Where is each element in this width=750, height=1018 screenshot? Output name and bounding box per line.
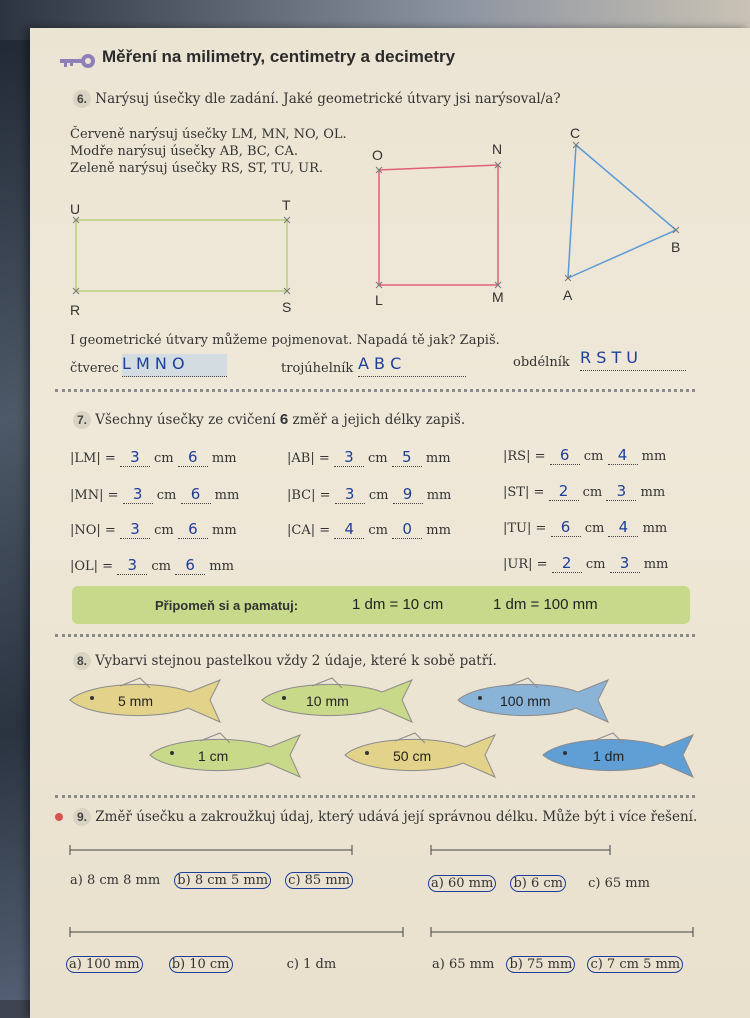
segment-name: |AB| = xyxy=(287,451,330,466)
instruction-blue: Modře narýsuj úsečky AB, BC, CA. xyxy=(70,144,298,159)
option-c[interactable]: c) 65 mm xyxy=(588,876,650,891)
fish-5mm[interactable] xyxy=(70,678,220,722)
fish-label: 1 dm xyxy=(593,748,625,764)
segment-name: |OL| = xyxy=(70,559,114,574)
mm-unit: mm xyxy=(642,521,668,536)
fish-1dm[interactable] xyxy=(543,733,693,777)
remember-label: Připomeň si a pamatuj: xyxy=(155,598,299,613)
ex8-question-text: Vybarvi stejnou pastelkou vždy 2 údaje, které k sobě patří. xyxy=(95,653,497,669)
remember-fact-2: 1 dm = 100 mm xyxy=(493,596,598,613)
segment-name: |BC| = xyxy=(287,488,331,503)
cm-field[interactable]: 2 xyxy=(549,482,579,501)
instruction-red: Červeně narýsuj úsečky LM, MN, NO, OL. xyxy=(70,127,347,142)
point-label-u: U xyxy=(70,201,81,217)
cm-field[interactable]: 3 xyxy=(120,448,150,467)
option-b[interactable]: b) 10 cm xyxy=(169,956,233,973)
measure-row xyxy=(503,482,665,501)
option-b[interactable]: b) 75 mm xyxy=(506,956,575,973)
separator xyxy=(55,389,695,392)
cm-field[interactable]: 6 xyxy=(551,518,581,537)
answer-triangle-label: trojúhelník xyxy=(281,361,354,376)
point-label-o: O xyxy=(372,147,383,163)
cm-field[interactable]: 3 xyxy=(120,520,150,539)
cm-unit: cm xyxy=(154,451,174,466)
option-a[interactable]: a) 65 mm xyxy=(432,957,495,972)
measure-row xyxy=(287,485,451,504)
option-b[interactable]: b) 6 cm xyxy=(510,875,566,892)
mm-field[interactable]: 6 xyxy=(175,556,205,575)
option-group xyxy=(70,873,353,888)
ex6-number: 6. xyxy=(73,90,91,108)
cm-unit: cm xyxy=(368,523,389,538)
option-b[interactable]: b) 8 cm 5 mm xyxy=(174,872,271,889)
segment-name: |LM| = xyxy=(70,451,116,466)
option-group xyxy=(66,957,336,972)
mm-field[interactable]: 3 xyxy=(610,554,640,573)
point-label-r: R xyxy=(70,302,81,318)
page-title: Měření na milimetry, centimetry a decimetry xyxy=(102,47,456,66)
answer-triangle-field[interactable]: A B C xyxy=(358,354,466,377)
mm-unit: mm xyxy=(426,488,452,503)
point-label-c: C xyxy=(570,125,581,141)
cm-unit: cm xyxy=(368,451,388,466)
segment-name: |NO| = xyxy=(70,523,116,538)
segment-name: |ST| = xyxy=(503,485,545,500)
segment-name: |RS| = xyxy=(503,449,546,464)
measure-row xyxy=(503,518,667,537)
naming-prompt: I geometrické útvary můžeme pojmenovat. Napadá tě jak? Zapiš. xyxy=(70,333,500,348)
mm-unit: mm xyxy=(211,451,237,466)
ex7-question-a: Všechny úsečky ze cvičení xyxy=(95,412,276,428)
measure-row xyxy=(503,554,668,573)
segment-name: |CA| = xyxy=(287,523,331,538)
red-square xyxy=(379,165,498,285)
fish-10mm[interactable] xyxy=(262,678,412,722)
fish-label: 5 mm xyxy=(118,693,153,709)
answer-square-label: čtverec xyxy=(70,361,119,376)
cm-field[interactable]: 3 xyxy=(335,485,365,504)
cm-unit: cm xyxy=(151,559,171,574)
measure-row xyxy=(70,448,237,467)
mm-field[interactable]: 6 xyxy=(178,520,208,539)
point-label-t: T xyxy=(282,197,291,213)
measure-row xyxy=(70,485,239,504)
mm-field[interactable]: 4 xyxy=(608,518,638,537)
measure-row xyxy=(70,556,234,575)
mm-unit: mm xyxy=(643,557,669,572)
separator xyxy=(55,634,695,637)
cm-field[interactable]: 4 xyxy=(334,520,364,539)
cm-unit: cm xyxy=(585,557,606,572)
point-label-m: M xyxy=(492,289,504,305)
ex9-question-text: Změř úsečku a zakroužkuj údaj, který udává její správnou délku. Může být i více řešení. xyxy=(95,809,698,825)
ex6-question-text: Narýsuj úsečky dle zadání. Jaké geometrické útvary jsi narýsoval/a? xyxy=(95,91,561,107)
option-group xyxy=(432,957,683,972)
segment-name: |TU| = xyxy=(503,521,547,536)
fish-100mm[interactable] xyxy=(458,678,608,722)
mm-field[interactable]: 9 xyxy=(393,485,423,504)
cm-unit: cm xyxy=(584,521,605,536)
mm-field[interactable]: 3 xyxy=(606,482,636,501)
option-group xyxy=(428,876,650,891)
cm-field[interactable]: 3 xyxy=(334,448,364,467)
segment-name: |MN| = xyxy=(70,488,119,503)
ex7-question-b: změř a jejich délky zapiš. xyxy=(292,412,466,428)
cm-field[interactable]: 3 xyxy=(123,485,153,504)
cm-unit: cm xyxy=(156,488,177,503)
green-rectangle xyxy=(76,220,287,291)
blue-triangle xyxy=(568,145,676,278)
ex9-number: 9. xyxy=(73,808,91,826)
answer-square-field[interactable]: L M N O xyxy=(122,354,227,377)
segments xyxy=(0,840,750,950)
point-marks xyxy=(73,142,679,294)
mm-field[interactable]: 0 xyxy=(392,520,422,539)
fish-label: 10 mm xyxy=(306,693,349,709)
measure-row xyxy=(503,446,666,465)
cm-unit: cm xyxy=(582,485,603,500)
answer-rectangle-field[interactable]: R S T U xyxy=(580,348,686,371)
ex6-drawing xyxy=(0,0,750,320)
point-label-s: S xyxy=(282,299,292,315)
fish-label: 50 cm xyxy=(393,748,432,764)
ex7-number: 7. xyxy=(73,411,91,429)
option-a[interactable]: a) 60 mm xyxy=(428,875,496,892)
ex9-question xyxy=(73,808,697,826)
cm-unit: cm xyxy=(368,488,389,503)
point-label-a: A xyxy=(563,287,573,303)
ex8-number: 8. xyxy=(73,652,91,670)
cm-field[interactable]: 3 xyxy=(117,556,147,575)
fish-label: 1 cm xyxy=(198,748,229,764)
segment-name: |UR| = xyxy=(503,557,548,572)
separator xyxy=(55,795,695,798)
fish-area xyxy=(0,670,750,790)
point-label-b: B xyxy=(671,239,681,255)
measure-row xyxy=(287,520,451,539)
answer-rectangle-label: obdélník xyxy=(513,355,570,370)
mm-unit: mm xyxy=(214,488,240,503)
point-label-l: L xyxy=(375,292,383,308)
mm-unit: mm xyxy=(425,451,451,466)
point-label-n: N xyxy=(492,141,503,157)
ex7-ref: 6 xyxy=(279,411,289,428)
mm-field[interactable]: 4 xyxy=(608,446,638,465)
measure-row xyxy=(70,520,237,539)
cm-field[interactable]: 2 xyxy=(552,554,582,573)
option-a[interactable]: a) 8 cm 8 mm xyxy=(70,873,161,888)
mm-unit: mm xyxy=(212,523,237,538)
mm-field[interactable]: 6 xyxy=(181,485,211,504)
mm-unit: mm xyxy=(640,485,666,500)
fish-label: 100 mm xyxy=(500,693,551,709)
measure-row xyxy=(287,448,451,467)
cm-field[interactable]: 6 xyxy=(550,446,580,465)
mm-unit: mm xyxy=(426,523,451,538)
option-c[interactable]: c) 85 mm xyxy=(285,872,353,889)
mm-unit: mm xyxy=(641,449,667,464)
mm-field[interactable]: 6 xyxy=(178,448,208,467)
option-c[interactable]: c) 7 cm 5 mm xyxy=(587,956,683,973)
instruction-green: Zeleně narýsuj úsečky RS, ST, TU, UR. xyxy=(70,161,324,176)
mm-field[interactable]: 5 xyxy=(392,448,422,467)
mm-unit: mm xyxy=(209,559,234,574)
cm-unit: cm xyxy=(583,449,604,464)
option-a[interactable]: a) 100 mm xyxy=(66,956,143,973)
fish-50cm[interactable] xyxy=(345,733,495,777)
ex8-question xyxy=(73,652,497,670)
ex7-question xyxy=(73,411,465,429)
remember-fact-1: 1 dm = 10 cm xyxy=(352,596,444,613)
cm-unit: cm xyxy=(154,523,174,538)
fish-1cm[interactable] xyxy=(150,733,300,777)
option-c[interactable]: c) 1 dm xyxy=(286,957,337,972)
bullet-dot xyxy=(55,813,63,821)
